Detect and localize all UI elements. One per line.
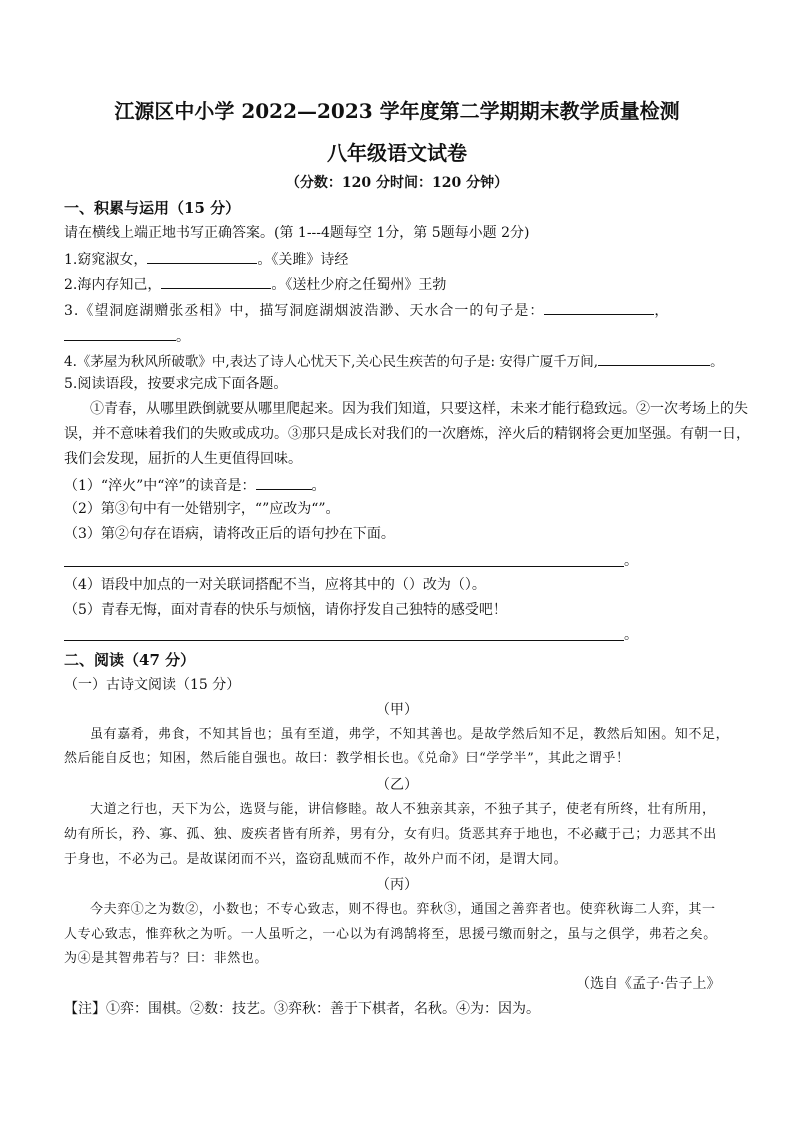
- section1-heading: 一、积累与运用（15 分）: [64, 199, 241, 217]
- passage-bing-label: （丙）: [376, 877, 418, 893]
- sub-question-5: （5）青春无悔，面对青春的快乐与烦恼，请你抒发自己独特的感受吧！: [64, 602, 507, 618]
- sub-question-3: （3）第②句存在语病，请将改正后的语句抄在下面。: [64, 526, 395, 542]
- question-3: [64, 300, 669, 320]
- q2-answer-blank[interactable]: [161, 274, 271, 289]
- question-5: 5.阅读语段，按要求完成下面各题。: [64, 376, 288, 392]
- yi-line-2: 幼有所长，矜、寡、孤、独、废疾者皆有所养，男有分，女有归。货恶其弃于地也，不必藏于己；力恶其不出: [64, 827, 717, 842]
- score-info: （分数：120 分时间：120 分钟）: [285, 175, 509, 191]
- yi-line-3: 于身也，不必为己。是故谋闭而不兴，盗窃乱贼而不作，故外户而不闭，是谓大同。: [64, 852, 568, 867]
- passage-line-2: 误，并不意味着我们的失败或成功。③那只是成长对我们的一次磨炼，淬火后的精钢将会更加坚强。有朝一日，: [64, 426, 750, 442]
- part1-heading: （一）古诗文阅读（15 分）: [64, 677, 241, 693]
- sub1-answer-blank[interactable]: [256, 475, 312, 490]
- sub-question-4: （4）语段中加点的一对关联词搭配不当，应将其中的（）改为（）。: [64, 577, 486, 593]
- q3-answer-blank-2[interactable]: [64, 326, 176, 341]
- q3-comma: ，: [654, 303, 670, 319]
- sub3-answer-line[interactable]: [64, 566, 624, 567]
- exam-subtitle: 八年级语文试卷: [327, 141, 467, 165]
- q1-answer-blank[interactable]: [147, 249, 257, 264]
- annotation-note: 【注】①弈：围棋。②数：技艺。③弈秋：善于下棋者，名秋。④为：因为。: [64, 1001, 540, 1017]
- question-2: [64, 274, 446, 294]
- q3-answer-blank-1[interactable]: [544, 300, 654, 315]
- jia-line-1: 虽有嘉肴，弗食，不知其旨也；虽有至道，弗学，不知其善也。是故学然后知不足，教然后知困。知不足，: [90, 727, 730, 742]
- bing-line-2: 人专心致志，惟弈秋之为听。一人虽听之，一心以为有鸿鹄将至，思援弓缴而射之，虽与之俱学，弗若之矣。: [64, 927, 717, 942]
- section1-instruction: 请在横线上端正地书写正确答案。(第 1---4题每空 1分，第 5题每小题 2分): [64, 225, 530, 241]
- q1-prefix: 1.窈窕淑女，: [64, 252, 148, 268]
- exam-title: 江源区中小学 2022—2023 学年度第二学期期末教学质量检测: [114, 99, 680, 123]
- sub-question-1: [64, 475, 326, 495]
- q3-end: 。: [176, 329, 190, 345]
- question-1: [64, 249, 348, 269]
- q4-end: 。: [710, 354, 724, 370]
- jia-line-2: 然后能自反也；知困，然后能自强也。故曰：教学相长也。《兑命》曰“学学半”，其此之谓乎！: [64, 751, 630, 766]
- q1-suffix: 。《关雎》诗经: [257, 252, 349, 268]
- bing-line-3: 为④是其智弗若与？曰：非然也。: [64, 951, 269, 966]
- section2-heading: 二、阅读（47 分）: [64, 651, 196, 669]
- passage-line-1: ①青春，从哪里跌倒就要从哪里爬起来。因为我们知道，只要这样，未来才能行稳致远。②一次考场上的失: [90, 401, 748, 417]
- q4-text: 4.《茅屋为秋风所破歌》中,表达了诗人心忧天下,关心民生疾苦的句子是: 安得广厦千万间,: [64, 354, 599, 370]
- passage-line-3: 我们会发现，屈折的人生更值得回味。: [64, 451, 302, 467]
- source-citation: （选自《孟子·告子上》: [576, 976, 721, 992]
- q3-text: 3.《望洞庭湖赠张丞相》中，描写洞庭湖烟波浩渺、天水合一的句子是：: [64, 303, 545, 319]
- sub3-end: 。: [624, 553, 638, 569]
- sub5-end: 。: [624, 627, 638, 643]
- q2-suffix: 。《送杜少府之任蜀州》王勃: [271, 277, 447, 293]
- sub1-end: 。: [311, 478, 326, 494]
- sub1-prefix: （1）“淬火”中“淬”的读音是：: [64, 478, 256, 494]
- sub5-answer-line[interactable]: [64, 640, 624, 641]
- passage-jia-label: （甲）: [376, 702, 418, 718]
- passage-yi-label: （乙）: [376, 777, 418, 793]
- bing-line-1: 今夫弈①之为数②，小数也；不专心致志，则不得也。弈秋③，通国之善弈者也。使弈秋诲二人弈，其一: [90, 902, 716, 917]
- q2-prefix: 2.海内存知己，: [64, 277, 162, 293]
- q4-answer-blank[interactable]: [598, 351, 710, 366]
- question-3-cont: [64, 326, 190, 346]
- yi-line-1: 大道之行也，天下为公，选贤与能，讲信修睦。故人不独亲其亲，不独子其子，使老有所终，壮有所用，: [90, 802, 716, 817]
- question-4: [64, 351, 724, 371]
- sub-question-2: （2）第③句中有一处错别字，“”应改为“”。: [64, 501, 340, 517]
